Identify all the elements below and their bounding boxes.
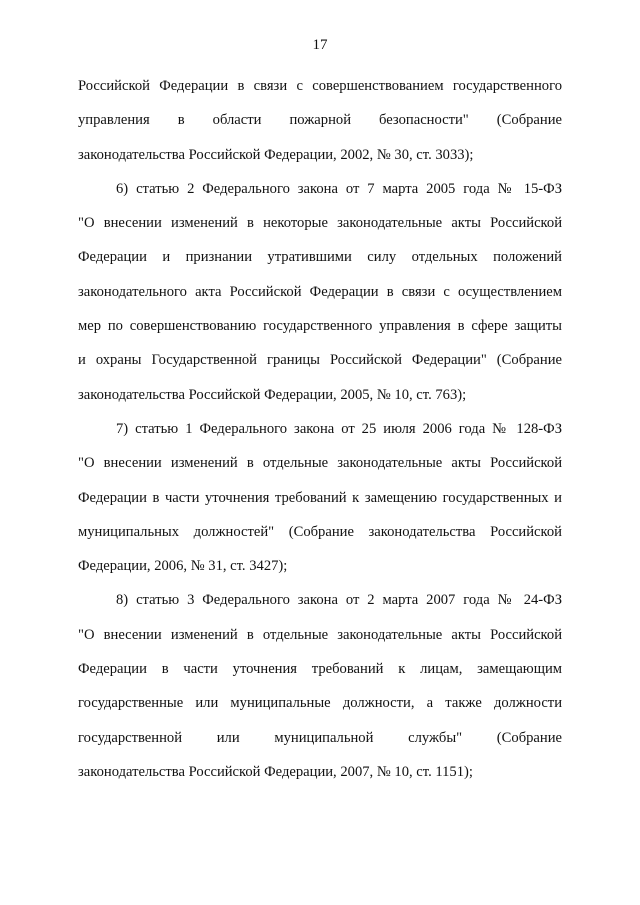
text-line: законодательного акта Российской Федерации в связи с осуществлением (78, 283, 562, 300)
paragraph-item-6 (78, 172, 562, 412)
text-line: 6) статью 2 Федерального закона от 7 марта 2005 года № 15-ФЗ (116, 180, 562, 197)
text-line: 8) статью 3 Федерального закона от 2 марта 2007 года № 24-ФЗ (116, 592, 562, 609)
text-line: мер по совершенствованию государственного управления в сфере защиты (78, 318, 562, 335)
text-line: "О внесении изменений в отдельные законодательные акты Российской (78, 626, 562, 643)
text-line: Федерации в части уточнения требований к лицам, замещающим (78, 661, 562, 678)
text-line: "О внесении изменений в некоторые законодательные акты Российской (78, 215, 562, 232)
text-line: муниципальных должностей" (Собрание законодательства Российской (78, 523, 562, 540)
text-line: Российской Федерации в связи с совершенствованием государственного (78, 78, 562, 94)
text-line: государственной или муниципальной службы" (Собрание (78, 729, 562, 746)
text-line: государственные или муниципальные должности, а также должности (78, 695, 562, 712)
document-body (78, 69, 562, 789)
text-line: управления в области пожарной безопасности" (Собрание (78, 112, 562, 129)
text-line: Федерации, 2006, № 31, ст. 3427); (78, 558, 288, 575)
text-line: законодательства Российской Федерации, 2002, № 30, ст. 3033); (78, 146, 474, 163)
text-line: Федерации и признании утратившими силу отдельных положений (78, 249, 562, 266)
text-line: законодательства Российской Федерации, 2007, № 10, ст. 1151); (78, 763, 473, 780)
text-line: и охраны Государственной границы Российской Федерации" (Собрание (78, 352, 562, 369)
paragraph-item-7 (78, 412, 562, 583)
text-line: 7) статью 1 Федерального закона от 25 июля 2006 года № 128-ФЗ (116, 420, 562, 437)
text-line: Федерации в части уточнения требований к замещению государственных и (78, 489, 562, 506)
paragraph-item-8 (78, 583, 562, 789)
paragraph-continuation (78, 69, 562, 172)
text-line: законодательства Российской Федерации, 2005, № 10, ст. 763); (78, 386, 467, 403)
page-number: 17 (312, 37, 328, 53)
text-line: "О внесении изменений в отдельные законодательные акты Российской (78, 455, 562, 472)
